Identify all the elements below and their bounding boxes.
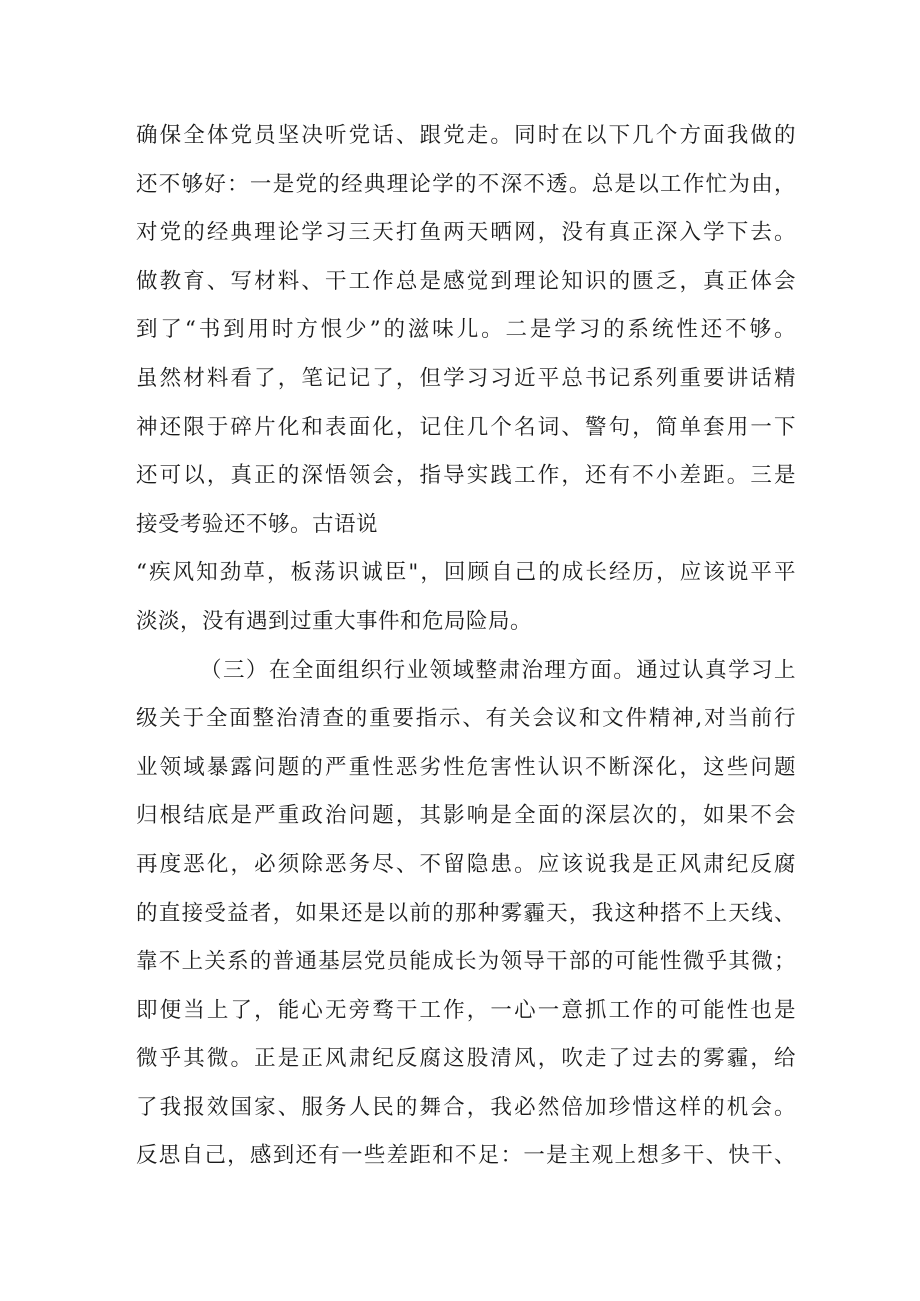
text-line: 做教育、写材料、干工作总是感觉到理论知识的匮乏，真正体会: [136, 268, 796, 294]
text-line: 接受考验还不够。古语说: [136, 511, 379, 537]
text-line: 还可以，真正的深悟领会，指导实践工作，还有不小差距。三是: [136, 463, 796, 489]
text-line: 确保全体党员坚决听党话、跟党走。同时在以下几个方面我做的: [136, 123, 796, 148]
text-line: 归根结底是严重政治问题，其影响是全面的深层次的，如果不会: [136, 803, 796, 829]
section-heading-line: （三）在全面组织行业领域整肃治理方面。通过认真学习上: [200, 657, 796, 683]
text-line: 还不够好：一是党的经典理论学的不深不透。总是以工作忙为由，: [136, 171, 796, 197]
text-line: 的直接受益者，如果还是以前的那种雾霾天，我这种搭不上天线、: [136, 900, 796, 926]
text-line: 反思自己，感到还有一些差距和不足：一是主观上想多干、快干、: [136, 1143, 796, 1169]
text-line: 即便当上了，能心无旁骛干工作，一心一意抓工作的可能性也是: [136, 997, 796, 1023]
text-line: 再度恶化，必须除恶务尽、不留隐患。应该说我是正风肃纪反腐: [136, 851, 796, 877]
text-line: 级关于全面整治清查的重要指示、有关会议和文件精神,对当前行: [136, 706, 796, 732]
document-body: [136, 112, 796, 1181]
text-line: 对党的经典理论学习三天打鱼两天晒网，没有真正深入学下去。: [136, 220, 796, 246]
text-line: 神还限于碎片化和表面化，记住几个名词、警句，简单套用一下: [136, 414, 796, 440]
text-line: 靠不上关系的普通基层党员能成长为领导干部的可能性微乎其微；: [136, 949, 796, 975]
paragraph-end-line: 淡淡，没有遇到过重大事件和危局险局。: [136, 608, 533, 634]
text-line: 到了“书到用时方恨少”的滋味儿。二是学习的系统性还不够。: [136, 317, 796, 343]
text-line: “疾风知劲草，板荡识诚臣"，回顾自己的成长经历，应该说平平: [136, 560, 796, 586]
text-line: 微乎其微。正是正风肃纪反腐这股清风，吹走了过去的雾霾，给: [136, 1046, 796, 1072]
text-line: 了我报效国家、服务人民的舞合，我必然倍加珍惜这样的机会。: [136, 1094, 796, 1120]
text-line: 业领域暴露问题的严重性恶劣性危害性认识不断深化，这些问题: [136, 754, 796, 780]
text-line: 虽然材料看了，笔记记了，但学习习近平总书记系列重要讲话精: [136, 365, 796, 391]
